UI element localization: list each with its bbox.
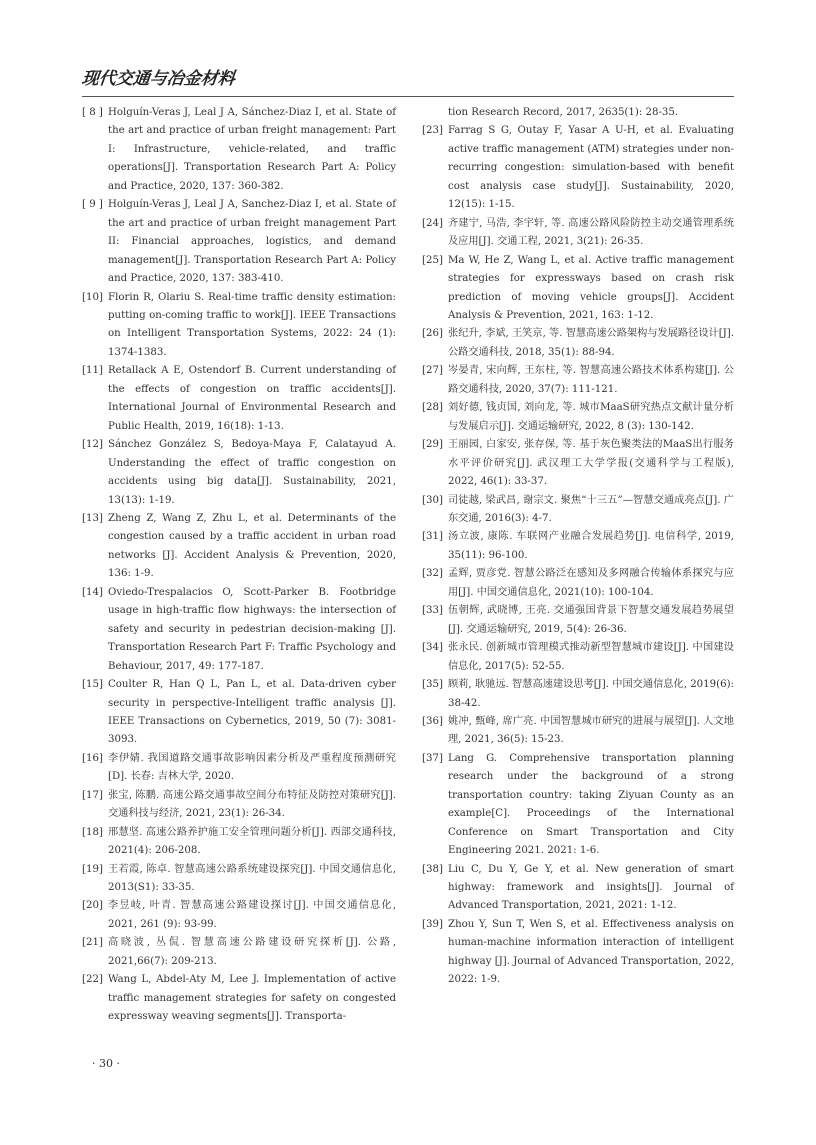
- reference-entry: [82, 971, 396, 1026]
- reference-entry: [422, 122, 734, 214]
- reference-entry: [82, 289, 396, 363]
- reference-text: 邢慧坚. 高速公路养护施工安全管理问题分析[J]. 西部交通科技, 2021(4): 206-208.: [108, 826, 396, 857]
- reference-entry: [82, 861, 396, 898]
- reference-number: [27]: [422, 365, 443, 377]
- reference-text: Zheng Z, Wang Z, Zhu L, et al. Determinants of the congestion caused by a traffic accident in urban road networks [J]. Accident Analysis & Prevention, 2020, 136: 1-9.: [108, 512, 396, 580]
- reference-number: [33]: [422, 605, 443, 617]
- reference-entry: [422, 215, 734, 252]
- reference-text: 司徒越, 梁武昌, 谢宗文. 聚焦“十三五”—智慧交通成亮点[J]. 广东交通, 2016(3): 4-7.: [448, 494, 734, 524]
- reference-entry: [82, 676, 396, 750]
- reference-number: [14]: [82, 586, 103, 598]
- reference-entry: [82, 104, 396, 196]
- reference-entry: [422, 436, 734, 491]
- reference-text: 张永民. 创新城市管理模式推动新型智慧城市建设[J]. 中国建设信息化, 2017(5): 52-55.: [448, 642, 734, 672]
- reference-number: [31]: [422, 531, 443, 543]
- reference-text: Retallack A E, Ostendorf B. Current understanding of the effects of congestion on traffic accidents[J]. International Journal of Environmental Research and Public Health, 2019, 16(18): 1-13.: [108, 365, 396, 432]
- reference-number: [11]: [82, 365, 103, 377]
- reference-entry: [422, 916, 734, 990]
- reference-number: [36]: [422, 715, 443, 727]
- reference-number: [15]: [82, 679, 103, 691]
- reference-number: [32]: [422, 568, 443, 580]
- reference-number: [20]: [82, 900, 103, 912]
- reference-entry: [422, 492, 734, 529]
- reference-text: 姚冲, 甄峰, 席广亮. 中国智慧城市研究的进展与展望[J]. 人文地理, 2021, 36(5): 15-23.: [448, 715, 734, 746]
- page-number: · 30 ·: [92, 1057, 120, 1070]
- references-right-column: [422, 104, 734, 990]
- reference-entry: [82, 750, 396, 787]
- reference-number: [35]: [422, 679, 443, 691]
- reference-number: [25]: [422, 254, 443, 266]
- reference-number: [29]: [422, 439, 443, 451]
- reference-text: Coulter R, Han Q L, Pan L, et al. Data-driven cyber security in perspective-Intelligent traffic analysis [J]. IEEE Transactions on Cybernetics, 2019, 50 (7): 3081-3093.: [108, 679, 396, 746]
- reference-text: 顾莉, 耿驰远. 智慧高速建设思考[J]. 中国交通信息化, 2019(6): 38-42.: [448, 679, 734, 709]
- reference-text: Oviedo-Trespalacios O, Scott-Parker B. Footbridge usage in high-traffic flow highways: the intersection of safety and security in pedestrian decision-making [J]. Transportation Research Part F: Traffic Psychology and Behaviour, 2017, 49: 177-187.: [108, 586, 396, 672]
- reference-entry: [422, 639, 734, 676]
- reference-number: [ 8 ]: [82, 107, 103, 118]
- reference-number: [37]: [422, 752, 443, 764]
- reference-number: [34]: [422, 642, 443, 654]
- reference-entry: [82, 510, 396, 584]
- reference-text: 李昱岐, 叶青. 智慧高速公路建设探讨[J]. 中国交通信息化, 2021, 261 (9): 93-99.: [108, 900, 396, 930]
- reference-number: [22]: [82, 974, 103, 986]
- reference-entry: [82, 584, 396, 676]
- reference-text: 齐建宁, 马浩, 李宇轩, 等. 高速公路风险防控主动交通管理系统及应用[J]. 交通工程, 2021, 3(21): 26-35.: [448, 217, 734, 248]
- reference-entry: [422, 104, 734, 122]
- reference-entry: [82, 787, 396, 824]
- reference-entry: [422, 399, 734, 436]
- reference-text: 孟辉, 贾彦党. 智慧公路泛在感知及多网融合传输体系探究与应用[J]. 中国交通信息化, 2021(10): 100-104.: [448, 568, 734, 598]
- reference-text: 刘好德, 钱贞国, 刘向龙, 等. 城市MaaS研究热点文献计量分析与发展启示[J]. 交通运输研究, 2022, 8 (3): 130-142.: [448, 402, 734, 432]
- reference-entry: [82, 362, 396, 436]
- reference-text: Lang G. Comprehensive transportation planning research under the background of a strong transportation country: taking Ziyuan County as an example[C]. Proceedings of the International Conference on Smart Transportation and City Engineering 2021. 2021: 1-6.: [448, 752, 734, 857]
- reference-entry: [82, 897, 396, 934]
- reference-number: [13]: [82, 512, 103, 524]
- reference-number: [26]: [422, 328, 443, 340]
- reference-text: 李伊婧. 我国道路交通事故影响因素分析及严重程度预测研究[D]. 长春: 吉林大学, 2020.: [108, 752, 396, 783]
- reference-text: 王若霞, 陈卓. 智慧高速公路系统建设探究[J]. 中国交通信息化, 2013(S1): 33-35.: [108, 863, 396, 894]
- reference-entry: [422, 750, 734, 861]
- reference-entry: [422, 713, 734, 750]
- reference-number: [17]: [82, 789, 103, 801]
- reference-text: 伍朝辉, 武晓博, 王亮. 交通强国背景下智慧交通发展趋势展望[J]. 交通运输研究, 2019, 5(4): 26-36.: [448, 605, 734, 635]
- references-left-column: [82, 104, 396, 1027]
- reference-number: [21]: [82, 937, 103, 949]
- reference-text: 高晓波, 丛侃. 智慧高速公路建设研究探析[J]. 公路, 2021,66(7): 209-213.: [108, 937, 396, 967]
- reference-number: [19]: [82, 863, 103, 875]
- reference-number: [38]: [422, 863, 443, 875]
- reference-number: [12]: [82, 439, 103, 451]
- page-header: [82, 62, 734, 97]
- reference-entry: [422, 565, 734, 602]
- reference-entry: [422, 676, 734, 713]
- reference-text: 岑晏青, 宋向辉, 王东柱, 等. 智慧高速公路技术体系构建[J]. 公路交通科技, 2020, 37(7): 111-121.: [448, 365, 734, 395]
- reference-entry: [82, 824, 396, 861]
- reference-number: [28]: [422, 402, 443, 414]
- reference-text: Zhou Y, Sun T, Wen S, et al. Effectiveness analysis on human-machine information interaction of intelligent highway [J]. Journal of Advanced Transportation, 2022, 2022: 1-9.: [448, 918, 734, 986]
- reference-text: Florin R, Olariu S. Real-time traffic density estimation: putting on-coming traffic to work[J]. IEEE Transactions on Intelligent Transportation Systems, 2022: 24 (1): 1374-1383.: [108, 291, 396, 358]
- reference-text: Holguín-Veras J, Leal J A, Sanchez-Diaz I, et al. State of the art and practice of urban freight management Part II: Financial approaches, logistics, and demand management[J]. Transportation Research Part A: Policy and Practice, 2020, 137: 383-410.: [108, 199, 396, 285]
- reference-text: Liu C, Du Y, Ge Y, et al. New generation of smart highway: framework and insights[J]. Journal of Advanced Transportation, 2021, 2021: 1-12.: [448, 863, 734, 912]
- reference-entry: [82, 436, 396, 510]
- reference-number: [18]: [82, 826, 103, 838]
- reference-text: 王丽园, 白家安, 张存保, 等. 基于灰色聚类法的MaaS出行服务水平评价研究[J]. 武汉理工大学学报(交通科学与工程版), 2022, 46(1): 33-37.: [448, 439, 734, 488]
- reference-text: 张宝, 陈鹏. 高速公路交通事故空间分布特征及防控对策研究[J]. 交通科技与经济, 2021, 23(1): 26-34.: [108, 789, 396, 820]
- reference-number: [23]: [422, 125, 443, 137]
- reference-number: [ 9 ]: [82, 199, 103, 211]
- reference-number: [16]: [82, 752, 103, 764]
- reference-text: Wang L, Abdel-Aty M, Lee J. Implementation of active traffic management strategies for safety on congested expressway weaving segments[J]. Transporta-: [108, 974, 396, 1023]
- reference-text: Ma W, He Z, Wang L, et al. Active traffic management strategies for expressways based on crash risk prediction of moving vehicle groups[J]. Accident Analysis & Prevention, 2021, 163: 1-12.: [448, 254, 734, 321]
- journal-title: 现代交通与冶金材料: [80, 69, 236, 89]
- reference-text: 张纪升, 李斌, 王笑京, 等. 智慧高速公路架构与发展路径设计[J]. 公路交通科技, 2018, 35(1): 88-94.: [448, 328, 734, 358]
- reference-text: Sánchez González S, Bedoya-Maya F, Calatayud A. Understanding the effect of traffic congestion on accidents using big data[J]. Sustainability, 2021, 13(13): 1-19.: [108, 439, 396, 506]
- reference-text: 汤立波, 康陈. 车联网产业融合发展趋势[J]. 电信科学, 2019, 35(11): 96-100.: [448, 531, 734, 561]
- reference-number: [30]: [422, 494, 443, 506]
- reference-entry: [82, 934, 396, 971]
- reference-entry: [422, 861, 734, 916]
- reference-number: [10]: [82, 291, 103, 303]
- reference-entry: [422, 602, 734, 639]
- reference-text: Farrag S G, Outay F, Yasar A U-H, et al. Evaluating active traffic management (ATM) strategies under non-recurring congestion: simulation-based with benefit cost analysis case study[J]. Sustainability, 2020, 12(15): 1-15.: [448, 125, 734, 211]
- reference-entry: [82, 196, 396, 288]
- reference-text: tion Research Record, 2017, 2635(1): 28-35.: [448, 107, 679, 118]
- reference-entry: [422, 252, 734, 326]
- reference-number: [24]: [422, 217, 443, 229]
- reference-text: Holguín-Veras J, Leal J A, Sánchez-Diaz I, et al. State of the art and practice of urban freight management: Part I: Infrastructure, vehicle-related, and traffic operations[J]. Transportation Research Part A: Policy and Practice, 2020, 137: 360-382.: [108, 107, 396, 192]
- reference-entry: [422, 325, 734, 362]
- reference-entry: [422, 362, 734, 399]
- reference-entry: [422, 528, 734, 565]
- reference-number: [39]: [422, 918, 443, 930]
